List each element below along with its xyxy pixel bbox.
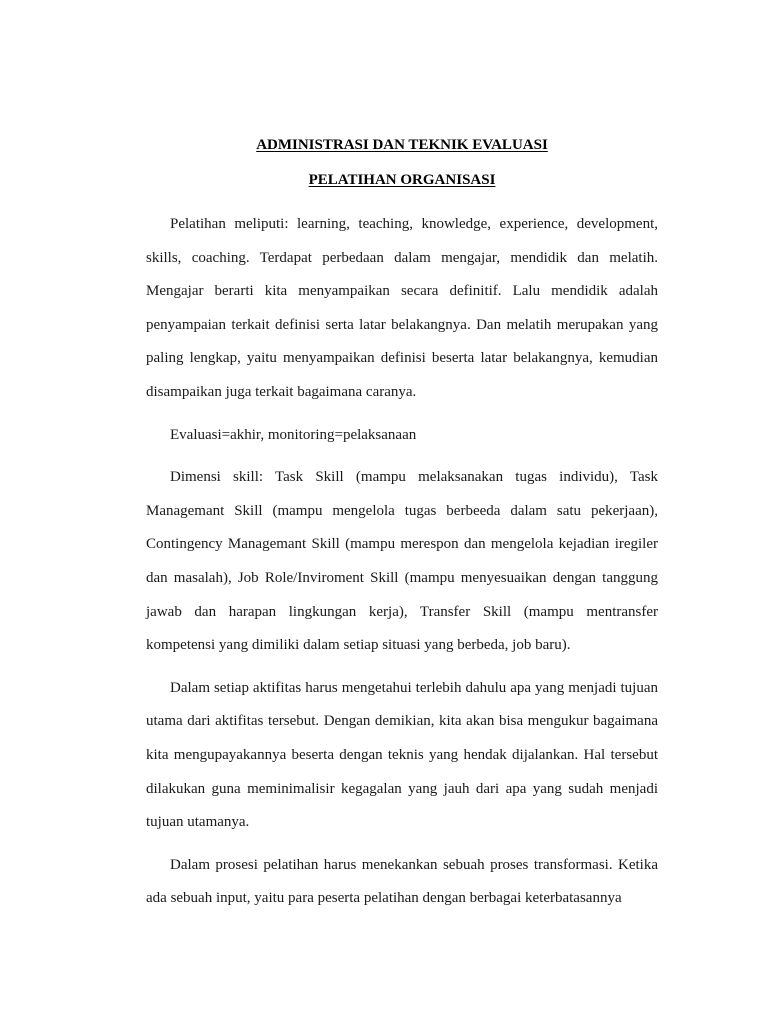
document-title-line-1: ADMINISTRASI DAN TEKNIK EVALUASI bbox=[256, 137, 548, 153]
paragraph-dimensi-skill: Dimensi skill: Task Skill (mampu melaksanakan tugas individu), Task Managemant Skill (mampu mengelola tugas berbeeda dalam satu pekerjaan), Contingency Managemant Skill (mampu merespon dan mengelola kejadian iregiler dan masalah), Job Role/Inviroment Skill (mampu menyesuaikan dengan tanggung jawab dan harapan lingkungan kerja), Transfer Skill (mampu mentransfer kompetensi yang dimiliki dalam setiap situasi yang berbeda, job baru). bbox=[146, 469, 658, 654]
paragraph-pelatihan: Pelatihan meliputi: learning, teaching, knowledge, experience, development, skills, coaching. Terdapat perbedaan dalam mengajar, mendidik dan melatih. Mengajar berarti kita menyampaikan secara definitif. Lalu mendidik adalah penyampaian terkait definisi serta latar belakangnya. Dan melatih merupakan yang paling lengkap, yaitu menyampaikan definisi beserta latar belakangnya, kemudian disampaikan juga terkait bagaimana caranya. bbox=[146, 216, 658, 400]
paragraph-evaluasi: Evaluasi=akhir, monitoring=pelaksanaan bbox=[170, 426, 417, 443]
document-body bbox=[146, 208, 658, 925]
paragraph-prosesi: Dalam prosesi pelatihan harus menekankan sebuah proses transformasi. Ketika ada sebuah input, yaitu para peserta pelatihan dengan berbagai keterbatasannya bbox=[146, 856, 658, 907]
document-title-line-2: PELATIHAN ORGANISASI bbox=[308, 172, 496, 188]
paragraph-aktifitas: Dalam setiap aktifitas harus mengetahui terlebih dahulu apa yang menjadi tujuan utama dari aktifitas tersebut. Dengan demikian, kita akan bisa mengukur bagaimana kita mengupayakannya beserta dengan teknis yang hendak dijalankan. Hal tersebut dilakukan guna meminimalisir kegagalan yang jauh dari apa yang sudah menjadi tujuan utamanya. bbox=[146, 679, 658, 831]
